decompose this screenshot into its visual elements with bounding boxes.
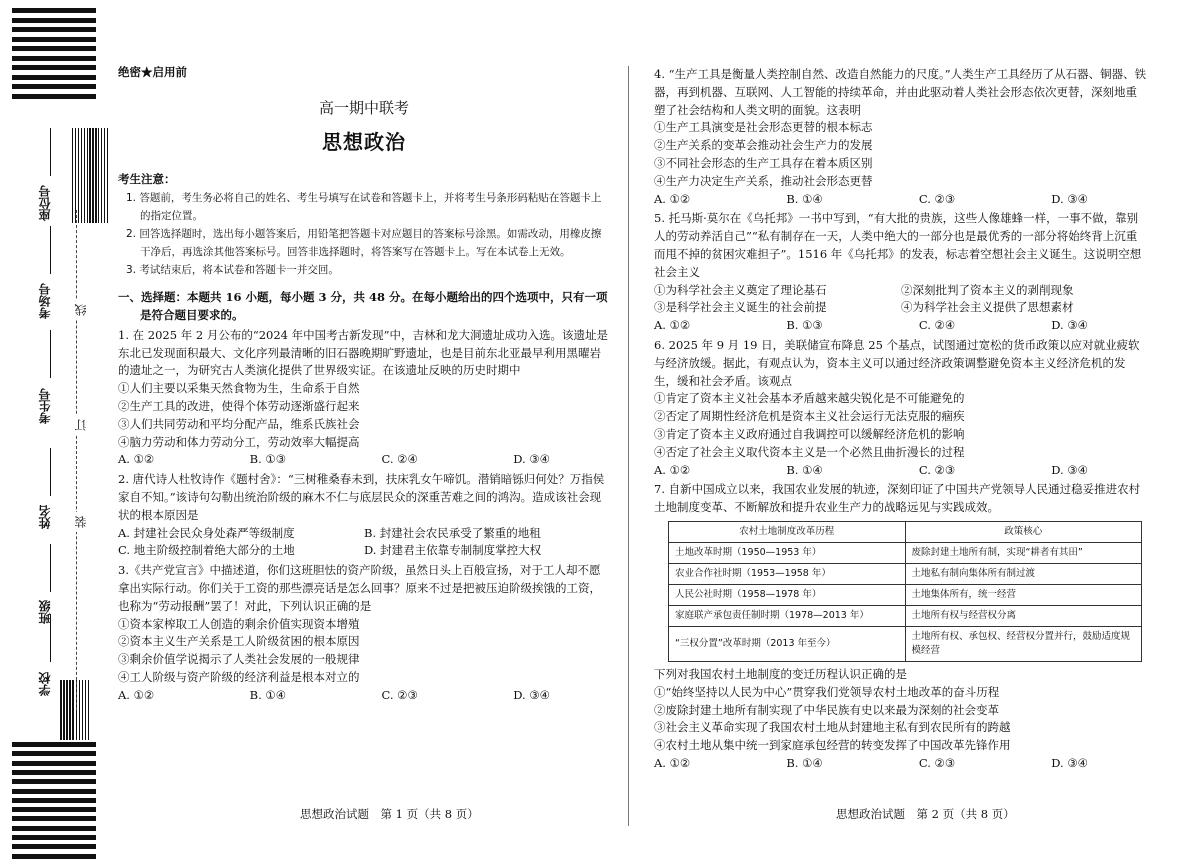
choice-a: A. ①② — [654, 462, 691, 477]
question-1-item: ④脑力劳动和体力劳动分工，劳动效率大幅提高 — [118, 434, 360, 449]
field-line — [50, 544, 51, 592]
question-7-choices — [654, 755, 1148, 773]
question-5-item: ②深刻批判了资本主义的剥削现象 — [901, 282, 1074, 297]
binding-bar — [75, 128, 76, 223]
field-exam-number: 考生号 — [38, 388, 52, 424]
choice-d: D. ③④ — [1051, 191, 1088, 206]
choice-a: A. ①② — [118, 687, 155, 702]
choice-d: D. ③④ — [513, 452, 550, 467]
cut-line — [76, 210, 77, 710]
page-divider — [628, 66, 629, 826]
choice-d: D. ③④ — [513, 687, 550, 702]
table-row — [669, 563, 1142, 584]
notice-item: 3. 考试结束后，将本试卷和答题卡一并交回。 — [126, 264, 339, 277]
question-7-item: ②废除封建土地所有制实现了中华民族有史以来最为深刻的社会变革 — [654, 702, 999, 717]
section-heading: 一、选择题：本题共 16 小题，每小题 3 分，共 48 分。在每小题给出的四个选项中，只有一项是符合题目要求的。 — [118, 290, 608, 322]
field-line — [50, 128, 51, 176]
choice-a: A. ①② — [654, 191, 691, 206]
question-2-stem: 2. 唐代诗人杜牧诗作《题村舍》：“三树稚桑春未到，扶床乳女午啼饥。潜销暗铄归何处？万指侯家自不知。”该诗句勾勒出统治阶级的麻木不仁与底层民众的深重苦难之间的鸿沟。造成该社会现状的根本原因是 — [118, 472, 605, 522]
question-6-item: ④否定了社会主义取代资本主义是一个必然且曲折漫长的过程 — [654, 444, 965, 459]
binding-bar — [84, 128, 85, 223]
binding-bar — [12, 770, 96, 775]
binding-bar — [12, 742, 96, 747]
notice-item: 2. 回答选择题时，选出每小题答案后，用铅笔把答题卡对应题目的答案标号涂黑。如需改动，用橡皮擦干净后，再选涂其他答案标号。回答非选择题时，将答案写在答题卡上。写在本试卷上无效。 — [126, 228, 602, 259]
cut-mark-zhuang: 装 — [72, 512, 89, 532]
choice-d: D. ③④ — [1051, 755, 1088, 770]
choice-c: C. ②③ — [918, 755, 956, 770]
question-5-item: ①为科学社会主义奠定了理论基石 — [654, 282, 827, 297]
binding-bar — [12, 56, 96, 61]
table-cell: 人民公社时期（1958—1978 年） — [669, 584, 906, 605]
binding-bar — [12, 8, 96, 13]
table-header: 政策核心 — [905, 521, 1142, 542]
question-7-prompt: 下列对我国农村土地制度的变迁历程认识正确的是 — [654, 666, 907, 681]
choice-b: B. ①④ — [786, 755, 823, 770]
question-3-choices — [118, 687, 610, 705]
question-6-item: ①肯定了资本主义社会基本矛盾越来越尖锐化是不可能避免的 — [654, 391, 965, 406]
choice-c: C. ②③ — [918, 462, 956, 477]
page-1-footer: 思想政治试题 第 1 页（共 8 页） — [300, 807, 479, 821]
notice-item: 1. 答题前，考生务必将自己的姓名、考生号填写在试卷和答题卡上，并将考生号条形码粘贴在答题卡上的指定位置。 — [126, 192, 602, 223]
binding-bar — [12, 18, 96, 23]
binding-bar — [12, 854, 96, 859]
question-4-item: ④生产力决定生产关系，推动社会形态更替 — [654, 173, 873, 188]
binding-bar — [92, 128, 93, 223]
question-3-item: ①资本家榨取工人创造的剩余价值实现资本增殖 — [118, 616, 360, 631]
table-cell: 家庭联产承包责任制时期（1978—2013 年） — [669, 605, 906, 626]
binding-bar — [12, 816, 96, 821]
choice-d: D. ③④ — [1051, 462, 1088, 477]
binding-bar — [12, 798, 96, 803]
binding-bar — [79, 680, 81, 740]
binding-bar — [98, 128, 99, 223]
field-school: 学校 — [38, 672, 52, 696]
binding-bar — [12, 37, 96, 42]
question-1-stem: 1. 在 2025 年 2 月公布的“2024 年中国考古新发现”中，吉林和龙大洞遗址成功入选。该遗址是东北已发现面积最大、文化序列最清晰的旧石器晚期旷野遗址，也是目前东北亚最早利用黑曜岩的遗址之一，为研究古人类演化提供了世界级实证。在该遗址反映的历史时期中 — [118, 327, 609, 378]
question-5-choices — [654, 317, 1148, 335]
choice-b: B. ①④ — [786, 462, 823, 477]
binding-strip — [0, 0, 110, 868]
table-cell: 农业合作社时期（1953—1958 年） — [669, 563, 906, 584]
question-5-items-row — [654, 282, 1148, 300]
question-3-item: ④工人阶级与资产阶级的经济利益是根本对立的 — [118, 669, 360, 684]
question-4-item: ②生产关系的变革会推动社会生产力的发展 — [654, 138, 873, 153]
binding-bar — [72, 128, 73, 223]
question-1-item: ③人们共同劳动和平均分配产品，维系氏族社会 — [118, 416, 360, 431]
binding-bar — [12, 94, 96, 99]
binding-bar — [89, 128, 90, 223]
binding-bar — [81, 128, 82, 223]
question-7-item: ①“始终坚持以人民为中心”贯穿我们党领导农村土地改革的奋斗历程 — [654, 684, 1000, 699]
table-cell: 土地私有制向集体所有制过渡 — [905, 563, 1142, 584]
field-line — [50, 330, 51, 378]
page-2-footer: 思想政治试题 第 2 页（共 8 页） — [836, 807, 1015, 821]
question-6-item: ②否定了周期性经济危机是资本主义社会运行无法克服的痼疾 — [654, 409, 965, 424]
table-cell: 土地集体所有，统一经营 — [905, 584, 1142, 605]
cut-mark-xian: 线 — [72, 300, 89, 320]
choice-c: C. ②④ — [918, 318, 956, 333]
binding-bar — [12, 84, 96, 89]
binding-bar — [72, 680, 74, 740]
choice-d: D. ③④ — [1051, 318, 1088, 333]
field-exam-room: 考场号 — [38, 283, 52, 319]
question-3-item: ②资本主义生产关系是工人阶级贫困的根本原因 — [118, 634, 360, 649]
field-class: 班级 — [38, 600, 52, 624]
confidential-label: 绝密★启用前 — [118, 65, 187, 79]
table-row — [669, 626, 1142, 661]
question-6-stem: 6. 2025 年 9 月 19 日，美联储宣布降息 25 个基点，试图通过宽松的货币政策以应对就业疲软与经济放缓。据此，有观点认为，资本主义可以通过经济政策调整避免资本主义经济危机的发生，缓和社会矛盾。该观点 — [654, 337, 1140, 388]
binding-bar — [107, 128, 108, 223]
question-1-item: ①人们主要以采集天然食物为生，生命系于自然 — [118, 381, 360, 396]
question-7-item: ③社会主义革命实现了我国农村土地从封建地主私有到农民所有的跨越 — [654, 720, 1011, 735]
question-4-item: ①生产工具演变是社会形态更替的根本标志 — [654, 120, 873, 135]
question-5-item: ③是科学社会主义诞生的社会前提 — [654, 300, 827, 315]
choice-c: C. ②④ — [381, 452, 418, 467]
binding-bar — [12, 807, 96, 812]
binding-bar — [12, 779, 96, 784]
question-4-choices — [654, 191, 1148, 209]
question-6-item: ③肯定了资本主义政府通过自我调控可以缓解经济危机的影响 — [654, 426, 965, 441]
table-row — [669, 605, 1142, 626]
choice-b: B. 封建社会农民承受了繁重的地租 — [364, 525, 541, 540]
question-6-choices — [654, 462, 1148, 480]
table-cell: 废除封建土地所有制，实现“耕者有其田” — [905, 542, 1142, 563]
binding-bar — [66, 680, 68, 740]
choice-a: A. ①② — [654, 755, 691, 770]
binding-bar — [12, 844, 96, 849]
table-cell: 土地改革时期（1950—1953 年） — [669, 542, 906, 563]
binding-bar — [104, 128, 105, 223]
binding-bar — [85, 680, 87, 740]
question-5-item: ④为科学社会主义提供了思想素材 — [901, 300, 1074, 315]
choice-b: B. ①④ — [249, 687, 287, 702]
binding-bar — [69, 680, 71, 740]
cut-mark-ding: 订 — [72, 415, 89, 435]
question-7-stem: 7. 自新中国成立以来，我国农业发展的轨迹，深刻印证了中国共产党领导人民通过稳妥推进农村土地制度变革、不断解放和提升农业生产力的战略远见与实践成效。 — [654, 482, 1141, 515]
question-4-item: ③不同社会形态的生产工具存在着本质区别 — [654, 155, 873, 170]
choice-c: C. ②③ — [918, 191, 956, 206]
choice-b: B. ①③ — [786, 318, 823, 333]
choice-c: C. 地主阶级控制着绝大部分的土地 — [118, 543, 295, 558]
question-4-stem: 4. “生产工具是衡量人类控制自然、改造自然能力的尺度。”人类生产工具经历了从石器、铜器、铁器，再到机器、互联网、人工智能的持续革命，并由此驱动着人类社会形态依次更替，深刻地重塑了社会结构和人类文明的面貌。这表明 — [654, 67, 1147, 117]
binding-bar — [78, 128, 79, 223]
field-line — [50, 226, 51, 274]
choice-d: D. 封建君主依靠专制制度掌控大权 — [364, 543, 542, 558]
table-row — [669, 542, 1142, 563]
notice-title: 考生注意： — [118, 172, 176, 187]
land-reform-table — [668, 521, 1142, 662]
table-cell: “三权分置”改革时期（2013 年至今） — [669, 626, 906, 661]
binding-bar — [82, 680, 84, 740]
binding-bar — [95, 128, 96, 223]
field-name: 姓名 — [38, 505, 52, 529]
binding-bar — [87, 128, 88, 223]
question-7-item: ④农村土地从集中统一到家庭承包经营的转变发挥了中国改革先锋作用 — [654, 738, 1011, 753]
binding-bar — [60, 680, 62, 740]
choice-a: A. ①② — [654, 318, 691, 333]
question-2-choices-row — [118, 542, 610, 560]
binding-bar — [12, 835, 96, 840]
binding-bar — [12, 65, 96, 70]
question-3-item: ③剩余价值学说揭示了人类社会发展的一般规律 — [118, 652, 360, 667]
binding-bar — [12, 27, 96, 32]
choice-a: A. 封建社会民众身处森严等级制度 — [118, 525, 295, 540]
binding-bar — [12, 46, 96, 51]
binding-bar — [12, 826, 96, 831]
choice-a: A. ①② — [118, 452, 155, 467]
question-2-choices-row — [118, 525, 610, 543]
table-cell: 土地所有权与经营权分离 — [905, 605, 1142, 626]
subject-title: 思想政治 — [322, 129, 406, 154]
binding-bar — [88, 680, 90, 740]
table-header-row — [669, 521, 1142, 542]
binding-bar — [12, 751, 96, 756]
binding-bar — [12, 789, 96, 794]
binding-bar — [12, 761, 96, 766]
binding-bar — [12, 75, 96, 80]
question-1-choices — [118, 451, 610, 469]
table-cell: 土地所有权、承包权、经营权分置并行，鼓励适度规模经营 — [905, 626, 1142, 661]
table-row — [669, 584, 1142, 605]
choice-b: B. ①④ — [786, 191, 823, 206]
question-5-items-row — [654, 299, 1148, 317]
choice-b: B. ①③ — [249, 452, 287, 467]
binding-bar — [63, 680, 65, 740]
question-5-stem: 5. 托马斯·莫尔在《乌托邦》一书中写到，“有大批的贵族，这些人像雄蜂一样，一事不做，靠别人的劳动养活自己”“私有制存在一天，人类中绝大的一部分也是最优秀的一部分将始终背上沉重而甩不掉的贫困灾难担子”。1516 年《乌托邦》的发表，标志着空想社会主义诞生。这说明空想社会主义 — [654, 211, 1142, 279]
field-line — [50, 448, 51, 496]
exam-name: 高一期中联考 — [318, 98, 409, 117]
question-1-item: ②生产工具的改进，使得个体劳动逐渐盛行起来 — [118, 398, 360, 413]
field-seat: 座位号 — [38, 185, 52, 221]
choice-c: C. ②③ — [381, 687, 418, 702]
question-3-stem: 3.《共产党宣言》中描述道，你们这班胆怯的资产阶级，虽然日头上百般宣扬，对于工人却不愿拿出实际行动。你们关于工资的那些漂亮话是怎么回事？原来不过是把被压迫阶级挨饿的工资，也称为“劳动报酬”罢了！对此，下列认识正确的是 — [118, 563, 601, 613]
table-header: 农村土地制度改革历程 — [669, 521, 906, 542]
page-2 — [654, 64, 1148, 773]
page-1 — [118, 64, 610, 705]
binding-bar — [101, 128, 102, 223]
